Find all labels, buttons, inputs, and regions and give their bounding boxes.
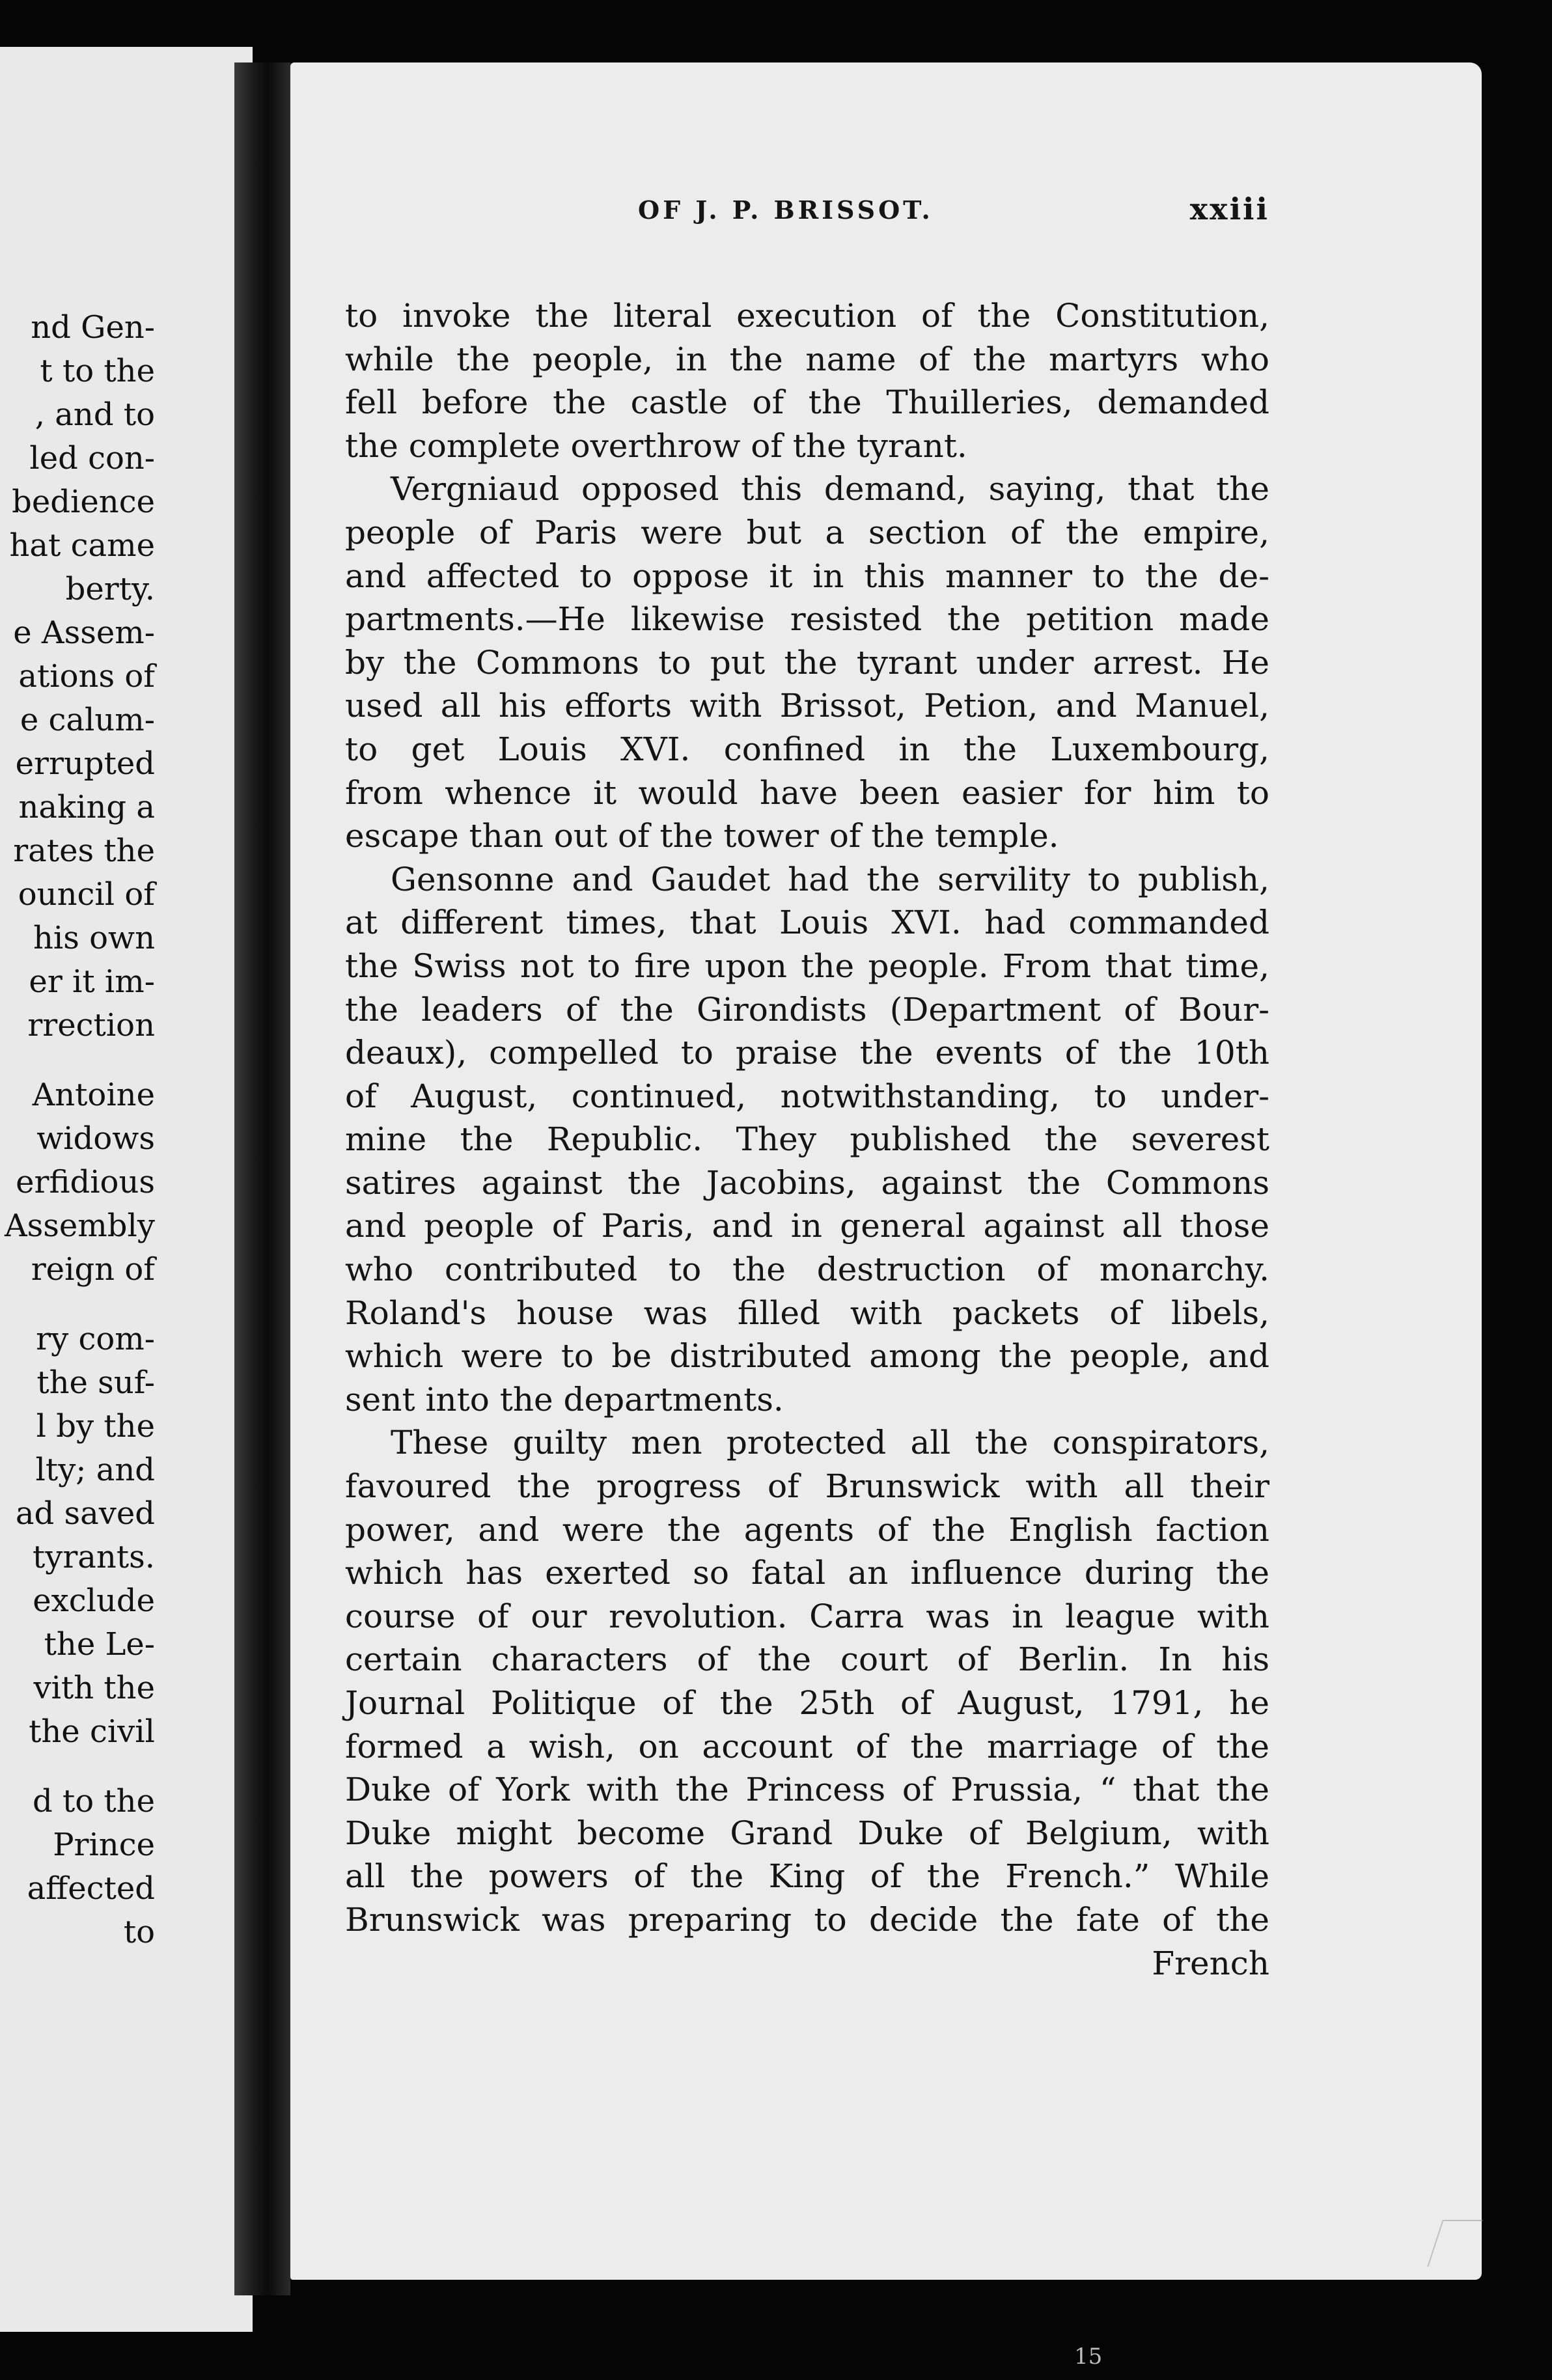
previous-page-line: erfidious [16, 1164, 155, 1200]
previous-page-line [5, 1292, 155, 1318]
text-line: formed a wish, on account of the marriage of the [345, 1727, 1269, 1765]
text-line: course of our revolution. Carra was in league with [345, 1597, 1269, 1635]
text-line: the complete overthrow of the tyrant. [345, 426, 967, 465]
bottom-mark: 15 [1074, 2344, 1103, 2370]
text-line: by the Commons to put the tyrant under arrest. He [345, 643, 1269, 682]
previous-page-line: Assembly [4, 1208, 155, 1244]
previous-page-line: naking a [18, 789, 155, 825]
running-head [345, 186, 1269, 232]
previous-page-line: ations of [18, 658, 155, 695]
previous-page-line: the Le- [44, 1626, 155, 1663]
text-line: the Swiss not to fire upon the people. From that time, [345, 947, 1269, 985]
text-line: deaux), compelled to praise the events of the 10th [345, 1034, 1269, 1072]
previous-page-line: e calum- [20, 702, 155, 738]
text-line: fell before the castle of the Thuilleries, demanded [345, 383, 1269, 422]
previous-page-line: vith the [33, 1670, 155, 1706]
text-line: favoured the progress of Brunswick with all their [345, 1467, 1269, 1506]
previous-page-line: berty. [65, 571, 155, 607]
previous-page-line [5, 1047, 155, 1073]
text-line: of August, continued, notwithstanding, to under- [345, 1077, 1269, 1115]
previous-page-line: Prince [53, 1827, 155, 1863]
text-line: power, and were the agents of the English faction [345, 1510, 1269, 1549]
previous-page-line: ouncil of [18, 876, 155, 913]
text-line: Roland's house was filled with packets of libels, [345, 1294, 1269, 1332]
previous-page-line: t to the [40, 353, 155, 389]
text-line: escape than out of the tower of the temple. [345, 817, 1059, 855]
text-line: French [1152, 1944, 1269, 1982]
running-head-title: OF J. P. BRISSOT. [638, 195, 934, 225]
text-line: who contributed to the destruction of monarchy. [345, 1251, 1269, 1289]
previous-page-line: the civil [29, 1713, 155, 1750]
text-line: which has exerted so fatal an influence during the [345, 1554, 1269, 1592]
text-line: at different times, that Louis XVI. had commanded [345, 904, 1269, 942]
previous-page-line: his own [33, 920, 155, 956]
book-gutter [234, 62, 290, 2295]
text-line: from whence it would have been easier for him to [345, 773, 1269, 812]
text-line: mine the Republic. They published the severest [345, 1120, 1269, 1159]
previous-page-line: rrection [27, 1007, 155, 1044]
previous-page-line: , and to [35, 396, 155, 433]
previous-page-fragment [0, 47, 253, 2332]
text-line: while the people, in the name of the martyrs who [345, 340, 1269, 378]
text-line: sent into the departments. [345, 1380, 784, 1418]
previous-page-line: Antoine [32, 1077, 155, 1113]
text-line: and affected to oppose it in this manner to the de- [345, 557, 1269, 595]
text-line: which were to be distributed among the people, and [345, 1337, 1269, 1376]
previous-page-line: bedience [12, 484, 155, 520]
text-line: and people of Paris, and in general against all those [345, 1207, 1269, 1245]
text-line: satires against the Jacobins, against the Commons [345, 1163, 1269, 1202]
previous-page-line: ad saved [15, 1495, 155, 1532]
text-line: people of Paris were but a section of the empire, [345, 513, 1269, 551]
previous-page-line: affected [27, 1870, 155, 1907]
text-line: partments.—He likewise resisted the petition made [345, 600, 1269, 639]
previous-page-line: widows [36, 1120, 155, 1157]
text-line: Journal Politique of the 25th of August, 1791, he [345, 1684, 1269, 1722]
previous-page-line: tyrants. [32, 1539, 155, 1575]
text-line: to get Louis XVI. confined in the Luxembourg, [345, 730, 1269, 768]
previous-page-line: exclude [33, 1583, 155, 1619]
page-number: xxiii [1189, 191, 1269, 227]
previous-page-line [5, 1754, 155, 1780]
previous-page-line: to [123, 1914, 155, 1950]
text-line: These guilty men protected all the conspirators, [391, 1424, 1269, 1462]
text-line: Brunswick was preparing to decide the fate of the [345, 1900, 1269, 1939]
text-line: Duke might become Grand Duke of Belgium, with [345, 1814, 1269, 1852]
text-line: all the powers of the King of the French.” While [345, 1857, 1269, 1896]
previous-page-line: er it im- [29, 963, 155, 1000]
text-line: used all his efforts with Brissot, Petion, and Manuel, [345, 687, 1269, 725]
text-line: Vergniaud opposed this demand, saying, that the [391, 470, 1269, 508]
text-line: the leaders of the Girondists (Department of Bour- [345, 990, 1269, 1029]
text-line: to invoke the literal execution of the Constitution, [345, 297, 1269, 335]
previous-page-text [5, 306, 155, 1954]
body-text [345, 294, 1269, 1985]
previous-page-line: errupted [15, 745, 155, 782]
previous-page-line: rates the [13, 833, 155, 869]
previous-page-line: d to the [32, 1783, 155, 1820]
previous-page-line: the suf- [36, 1364, 155, 1401]
previous-page-line: ry com- [36, 1321, 155, 1357]
previous-page-line: hat came [9, 527, 155, 564]
previous-page-line: lty; and [35, 1452, 155, 1488]
previous-page-line: e Assem- [13, 615, 155, 651]
folded-corner [1427, 2220, 1482, 2267]
previous-page-line: l by the [36, 1408, 155, 1445]
previous-page-line: nd Gen- [31, 309, 155, 346]
text-line: Duke of York with the Princess of Prussia, “ that the [345, 1771, 1269, 1809]
previous-page-line: reign of [31, 1251, 155, 1288]
previous-page-line: led con- [29, 440, 155, 477]
text-line: certain characters of the court of Berlin. In his [345, 1640, 1269, 1679]
text-line: Gensonne and Gaudet had the servility to publish, [391, 860, 1269, 898]
